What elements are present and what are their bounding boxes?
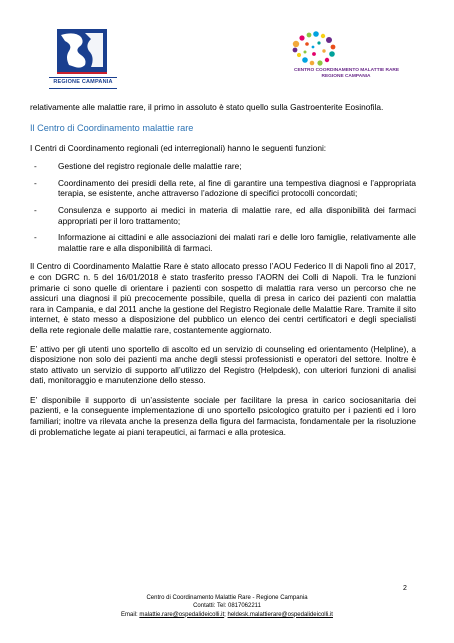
functions-intro: I Centri di Coordinamento regionali (ed interregionali) hanno le seguenti funzioni: bbox=[30, 142, 327, 153]
logo-org-region: REGIONE CAMPANIA bbox=[321, 74, 371, 79]
footer-email-link-1[interactable]: malattie.rare@ospedalideicolli.it bbox=[139, 611, 225, 618]
footer-email-separator: ; bbox=[224, 611, 226, 618]
list-item bbox=[30, 205, 416, 226]
footer-contacts-line: Contatti: Tel: 0817062211 bbox=[193, 603, 261, 610]
helpline-paragraph: E’ attivo per gli utenti uno sportello di ascolto ed un servizio di counseling ed orientamento (Helpline), a disposizione non solo dei pazienti ma anche degli stessi professionisti e operatori del settore. Inoltre è stato attivato un servizio di supporto all’utilizzo del Registro (Helpdesk), con ulteriori funzioni di analisi dati, monitoraggio e manutenzione dello stesso. bbox=[30, 343, 416, 386]
list-item-text: Consulenza e supporto ai medici in materia di malattie rare, ed alla disponibilità dei farmaci appropriati per il loro trattamento; bbox=[58, 204, 416, 226]
section-title: Il Centro di Coordinamento malattie rare bbox=[30, 122, 194, 133]
footer-email-link-2[interactable]: heldesk.malattierare@ospedalideicolli.it bbox=[227, 611, 333, 618]
list-item-text: Informazione ai cittadini e alle associazioni dei malati rari e delle loro famiglie, relativamente alle malattie rare e alla disponibilità di farmaci. bbox=[58, 232, 416, 253]
regione-campania-shield-icon bbox=[55, 27, 109, 75]
list-item-text: Coordinamento dei presidi della rete, al fine di garantire una tempestiva diagnosi e l’appropriata terapia, se esistente, anche attraverso l’adozione di specifici protocolli concordati; bbox=[58, 177, 416, 199]
page-footer bbox=[0, 594, 454, 619]
list-item bbox=[30, 178, 416, 199]
footer-email-line bbox=[0, 611, 454, 619]
functions-list bbox=[30, 161, 416, 253]
social-support-paragraph: E’ disponibile il supporto di un’assistente sociale per facilitare la presa in carico sociosanitaria dei pazienti, e la conseguente implementazione di uno sportello psicologico gratuito per i pazienti ed i loro familiari; inoltre va rilevata anche la presenza della figura del farmacista, fondamentale per la risoluzione di problematiche legate ai piani terapeutici, ai farmaci e alla protesica. bbox=[30, 394, 416, 437]
regione-campania-label: REGIONE CAMPANIA bbox=[49, 77, 117, 89]
page-header bbox=[0, 0, 454, 100]
list-item bbox=[30, 161, 416, 172]
list-item-text: Gestione del registro regionale delle malattie rare; bbox=[58, 161, 242, 172]
bullet-dash: - bbox=[34, 204, 37, 215]
footer-org-line: Centro di Coordinamento Malattie Rare - Regione Campania bbox=[146, 595, 308, 601]
bullet-dash: - bbox=[34, 161, 37, 172]
centro-coordinamento-logo bbox=[272, 30, 398, 85]
history-paragraph: Il Centro di Coordinamento Malattie Rare è stato allocato presso l’AOU Federico II di Napoli fino al 2017, e con DGRC n. 5 del 16/01/2018 è stato trasferito presso l’AORN dei Colli di Napoli. Tra le funzioni primarie ci sono quelle di orientare i pazienti con sospetto di malattia rara verso un percorso che ne assicuri una diagnosi il più precocemente possibile, quella di presa in carico dei pazienti con malattia rara in Campania, e dal 2011 anche la gestione del Registro Regionale delle Malattie Rare. Tramite il sito internet, è stato messo a disposizione del pubblico un elenco dei centri certificatori e degli specialisti della rete regionale delle malattie rare, costantemente aggiornato. bbox=[30, 261, 416, 335]
intro-paragraph: relativamente alle malattie rare, il primo in assoluto è stato quello sulla Gastroenterite Eosinofila. bbox=[30, 102, 384, 112]
list-item bbox=[30, 232, 416, 253]
bullet-dash: - bbox=[34, 232, 37, 243]
page-number: 2 bbox=[403, 585, 407, 592]
logo-org-name: CENTRO COORDINAMENTO MALATTIE RARE bbox=[294, 68, 400, 73]
regione-campania-logo bbox=[49, 27, 117, 87]
footer-email-label: Email: bbox=[121, 611, 138, 618]
colored-dots-circle-icon bbox=[272, 30, 398, 70]
document-body bbox=[30, 102, 416, 437]
bullet-dash: - bbox=[34, 177, 37, 188]
